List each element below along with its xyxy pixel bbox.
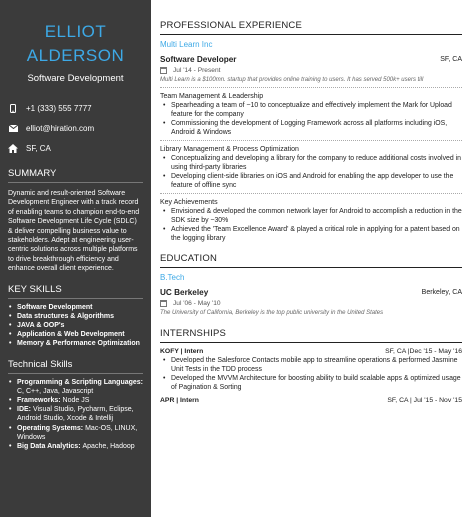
last-name: ALDERSON (26, 46, 125, 65)
technical-skill-value: Node JS (62, 397, 90, 405)
calendar-icon (160, 67, 167, 74)
bullet-item: • Spearheading a team of ~10 to conceptualize and effectively implement the Mark for Upload feature for the company (160, 101, 462, 119)
key-skills-heading: KEY SKILLS (8, 284, 143, 299)
key-skill-item: • Software Development (8, 303, 143, 312)
experience-group (160, 93, 462, 141)
bullet-item: • Envisioned & developed the common network layer for Android to accomplish a reduction in the SDK size by ~30% (160, 207, 462, 225)
technical-skills-list (8, 378, 143, 452)
company-description: Multi Learn is a $100mn. startup that provides online training to users. It has served 500k+ users till (160, 77, 462, 88)
internship-row (160, 348, 462, 355)
technical-skill-value: C, C++, Java, Javascript (17, 387, 94, 395)
technical-skill-key: Frameworks: (17, 397, 61, 405)
experience-heading: PROFESSIONAL EXPERIENCE (160, 0, 462, 35)
bullet-item: • Developed the Salesforce Contacts mobile app to streamline operations & performed Jasmine Unit Tests in the TDD process (160, 356, 462, 374)
group-bullets (160, 101, 462, 137)
group-title: Library Management & Process Optimization (160, 146, 299, 153)
internship-row (160, 397, 462, 404)
internship-title: APR | Intern (160, 397, 199, 404)
contact-location (8, 138, 143, 158)
internship-title: KOFY | Intern (160, 348, 204, 355)
group-title: Key Achievements (160, 199, 218, 206)
bullet-item: • Commissioning the development of Logging Framework across all platforms including iOS, Android & Windows (160, 119, 462, 137)
contact-phone (8, 98, 143, 118)
contact-email (8, 118, 143, 138)
education-heading: EDUCATION (160, 243, 462, 268)
technical-skill-key: IDE: (17, 406, 31, 414)
school-name: UC Berkeley (160, 288, 209, 297)
technical-skill-item (8, 405, 143, 423)
key-skill-item: • Application & Web Development (8, 330, 143, 339)
bullet-item: • Achieved the 'Team Excellence Award' & played a critical role in applying for a patent based on the logging library (160, 225, 462, 243)
experience-date (160, 67, 462, 74)
position-row (160, 55, 462, 64)
school-row (160, 288, 462, 297)
experience-group (160, 146, 462, 194)
position-title: Software Developer (160, 55, 237, 64)
main-content (160, 0, 462, 404)
sidebar (0, 0, 151, 517)
key-skill-item: • Memory & Performance Optimization (8, 339, 143, 348)
phone-text: +1 (333) 555 7777 (26, 103, 92, 113)
key-skills-list (8, 303, 143, 349)
name (8, 20, 143, 68)
bullet-item: • Conceptualizing and developing a library for the company to reduce additional costs involved in using third-party libraries (160, 154, 462, 172)
location-text: SF, CA (26, 143, 51, 153)
technical-skill-value: Apache, Hadoop (82, 443, 135, 451)
technical-skill-item (8, 424, 143, 442)
technical-skill-key: Programming & Scripting Languages: (17, 378, 144, 386)
group-title: Team Management & Leadership (160, 93, 264, 100)
role: Software Development (27, 73, 124, 84)
technical-skills-heading: Technical Skills (8, 359, 143, 374)
technical-skill-value: Visual Studio, Pycharm, Eclipse, Android Studio, Xcode & Intellij (17, 406, 134, 423)
experience-date-text: Jul '14 - Present (173, 67, 221, 74)
email-text[interactable]: elliot@hiration.com (26, 123, 95, 133)
degree-name: B.Tech (160, 273, 185, 282)
technical-skill-value: Mac-OS, LINUX, Windows (17, 424, 138, 441)
technical-skill-item (8, 442, 143, 451)
key-skill-item: • JAVA & OOP's (8, 321, 143, 330)
technical-skill-item (8, 378, 143, 396)
bullet-item: • Developed the MVVM Architecture for boosting ability to build scalable apps & optimized usage of Pagination & Sorting (160, 374, 462, 392)
summary-heading: SUMMARY (8, 168, 143, 183)
calendar-icon (160, 300, 167, 307)
email-icon (8, 125, 18, 132)
school-description: The University of California, Berkeley is the top public university in the United States (160, 310, 384, 316)
key-skill-item: • Data structures & Algorithms (8, 312, 143, 321)
technical-skill-key: Big Data Analytics: (17, 443, 81, 451)
technical-skill-key: Operating Systems: (17, 424, 84, 432)
experience-group (160, 199, 462, 243)
group-bullets (160, 154, 462, 190)
education-date-text: Jul '06 - May '10 (173, 300, 221, 307)
home-icon (8, 144, 18, 153)
company-name: Multi Learn Inc (160, 40, 213, 49)
phone-icon (8, 104, 18, 113)
internship-meta: SF, CA |Dec '15 - May '16 (385, 348, 462, 355)
bullet-item: • Developing client-side libraries on iOS and Android for enabling the app developer to use the feature of offline sync (160, 172, 462, 190)
position-location: SF, CA (440, 56, 462, 63)
internships-heading: INTERNSHIPS (160, 320, 462, 343)
technical-skill-item (8, 396, 143, 405)
internship-meta: SF, CA | Jul '15 - Nov '15 (387, 397, 462, 404)
education-date (160, 300, 462, 307)
first-name: ELLIOT (44, 22, 107, 41)
summary-text: Dynamic and result-oriented Software Development Engineer with a track record of enabling teams to champion end-to-end Software Development Life Cycle (SDLC) & deliver compelling business value to stakeholders. Adept at engineering user-centric solutions across multiple platforms to drive breakthrough efficiency and enhance overall client experience. (8, 190, 140, 273)
school-location: Berkeley, CA (421, 289, 462, 296)
internship-bullets (160, 356, 462, 392)
group-bullets (160, 207, 462, 243)
